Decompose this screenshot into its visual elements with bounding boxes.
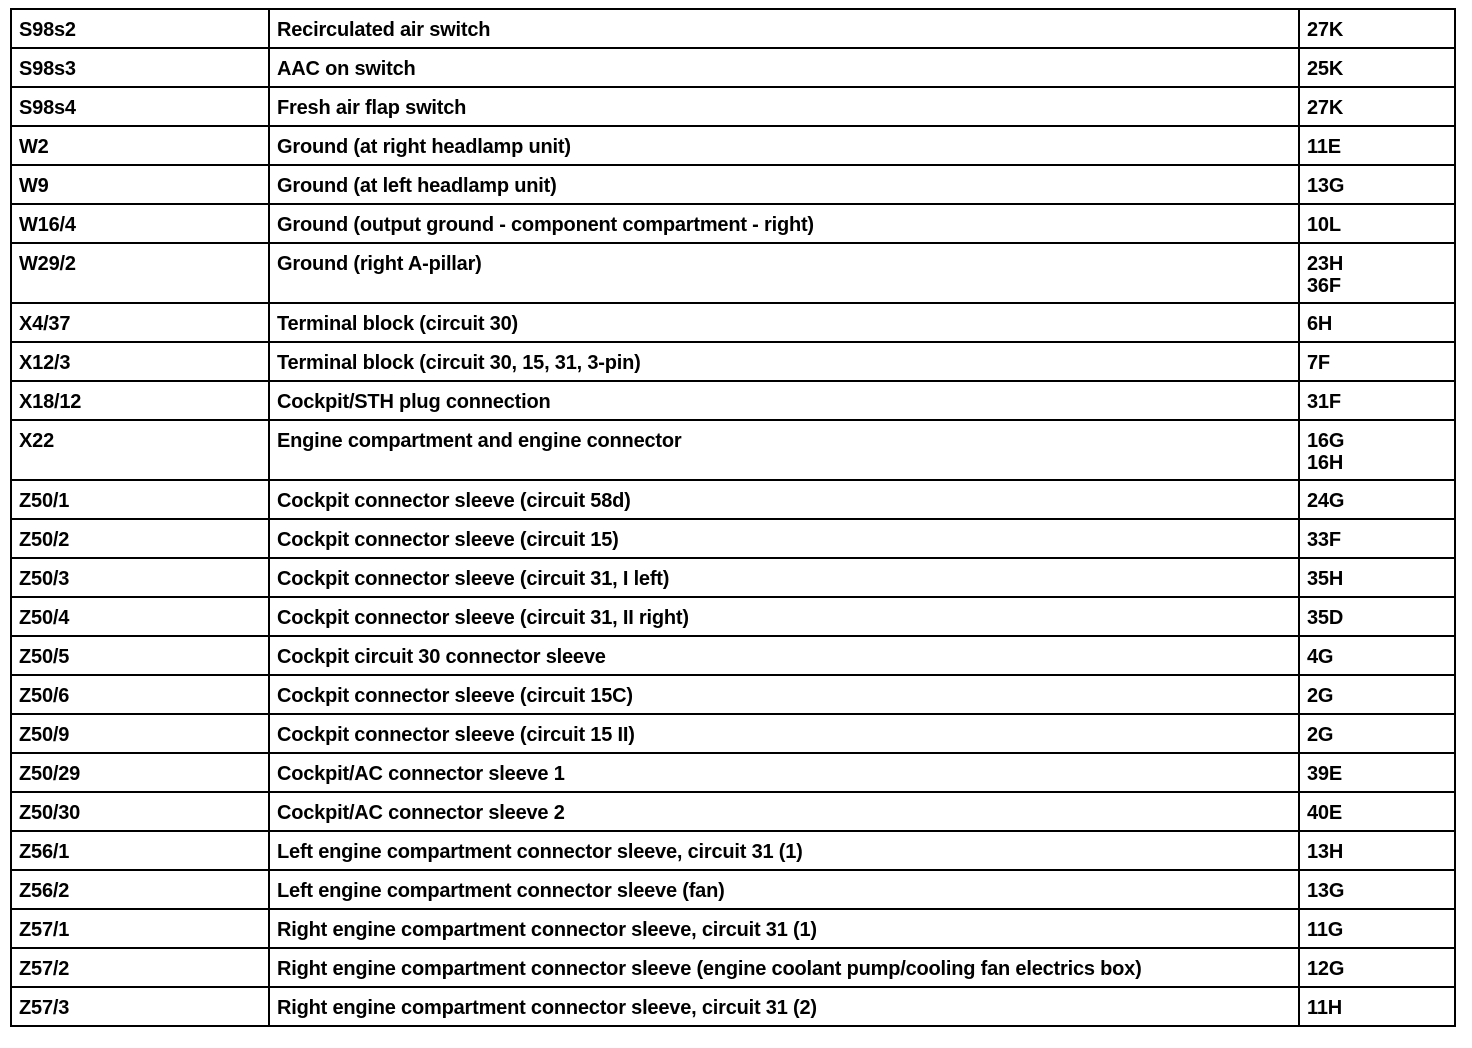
grid-reference-cell bbox=[1299, 303, 1455, 342]
component-description-cell bbox=[269, 342, 1299, 381]
grid-reference-cell bbox=[1299, 204, 1455, 243]
component-code: W9 bbox=[19, 175, 49, 197]
table-row bbox=[11, 753, 1455, 792]
component-description: Ground (at right headlamp unit) bbox=[277, 136, 571, 158]
component-description: Ground (output ground - component compartment - right) bbox=[277, 214, 814, 236]
component-code-cell bbox=[11, 714, 269, 753]
grid-reference-cell bbox=[1299, 909, 1455, 948]
component-code-cell bbox=[11, 948, 269, 987]
component-description-cell bbox=[269, 420, 1299, 480]
grid-reference-cell bbox=[1299, 558, 1455, 597]
component-code-cell bbox=[11, 420, 269, 480]
grid-reference-cell bbox=[1299, 9, 1455, 48]
component-description: Engine compartment and engine connector bbox=[277, 430, 682, 452]
component-code: Z50/30 bbox=[19, 802, 81, 824]
component-code-cell bbox=[11, 204, 269, 243]
component-description: Recirculated air switch bbox=[277, 19, 491, 41]
component-code-cell bbox=[11, 636, 269, 675]
component-code-cell bbox=[11, 87, 269, 126]
component-code: Z57/1 bbox=[19, 919, 70, 941]
component-code: X12/3 bbox=[19, 352, 71, 374]
component-description-cell bbox=[269, 303, 1299, 342]
component-description-cell bbox=[269, 870, 1299, 909]
component-code: W29/2 bbox=[19, 253, 76, 275]
component-code: Z56/2 bbox=[19, 880, 70, 902]
table-row bbox=[11, 381, 1455, 420]
component-code-cell bbox=[11, 480, 269, 519]
grid-reference-cell bbox=[1299, 870, 1455, 909]
grid-reference-cell bbox=[1299, 675, 1455, 714]
component-code: Z50/29 bbox=[19, 763, 81, 785]
grid-reference: 35D bbox=[1307, 607, 1344, 629]
component-code-cell bbox=[11, 342, 269, 381]
grid-reference: 4G bbox=[1307, 646, 1334, 668]
component-code-cell bbox=[11, 831, 269, 870]
component-description: Cockpit connector sleeve (circuit 58d) bbox=[277, 490, 631, 512]
table-row bbox=[11, 987, 1455, 1026]
grid-reference-cell bbox=[1299, 987, 1455, 1026]
component-description-cell bbox=[269, 909, 1299, 948]
table-row bbox=[11, 558, 1455, 597]
component-description-cell bbox=[269, 204, 1299, 243]
component-description-cell bbox=[269, 831, 1299, 870]
grid-reference-cell bbox=[1299, 714, 1455, 753]
component-description-cell bbox=[269, 480, 1299, 519]
component-description: Terminal block (circuit 30, 15, 31, 3-pin) bbox=[277, 352, 641, 374]
component-legend-table bbox=[10, 8, 1456, 1027]
component-code-cell bbox=[11, 165, 269, 204]
table-row bbox=[11, 165, 1455, 204]
table-row bbox=[11, 87, 1455, 126]
component-code-cell bbox=[11, 792, 269, 831]
component-code: S98s2 bbox=[19, 19, 76, 41]
component-description: Cockpit connector sleeve (circuit 15 II) bbox=[277, 724, 635, 746]
component-code-cell bbox=[11, 303, 269, 342]
table-row bbox=[11, 948, 1455, 987]
component-code: X18/12 bbox=[19, 391, 82, 413]
grid-reference: 27K bbox=[1307, 19, 1344, 41]
component-code-cell bbox=[11, 753, 269, 792]
component-description: Fresh air flap switch bbox=[277, 97, 467, 119]
grid-reference-cell bbox=[1299, 792, 1455, 831]
grid-reference: 31F bbox=[1307, 391, 1341, 413]
component-description-cell bbox=[269, 87, 1299, 126]
component-description: Cockpit circuit 30 connector sleeve bbox=[277, 646, 606, 668]
grid-reference: 13G bbox=[1307, 175, 1345, 197]
grid-reference: 16G bbox=[1307, 430, 1345, 452]
component-description-cell bbox=[269, 243, 1299, 303]
component-description: Right engine compartment connector sleeve, circuit 31 (1) bbox=[277, 919, 817, 941]
grid-reference: 35H bbox=[1307, 568, 1344, 590]
grid-reference-cell bbox=[1299, 342, 1455, 381]
table-row bbox=[11, 243, 1455, 303]
table-row bbox=[11, 675, 1455, 714]
grid-reference-cell bbox=[1299, 948, 1455, 987]
component-description-cell bbox=[269, 675, 1299, 714]
component-description: Right engine compartment connector sleeve (engine coolant pump/cooling fan electrics box) bbox=[277, 958, 1142, 980]
component-code: S98s4 bbox=[19, 97, 76, 119]
component-description-cell bbox=[269, 9, 1299, 48]
component-code-cell bbox=[11, 381, 269, 420]
component-code: Z50/9 bbox=[19, 724, 70, 746]
table-row bbox=[11, 48, 1455, 87]
component-code-cell bbox=[11, 126, 269, 165]
table-row bbox=[11, 342, 1455, 381]
grid-reference-cell bbox=[1299, 243, 1455, 303]
component-code-cell bbox=[11, 558, 269, 597]
grid-reference: 39E bbox=[1307, 763, 1342, 785]
component-description: Cockpit connector sleeve (circuit 31, I left) bbox=[277, 568, 670, 590]
component-code: W16/4 bbox=[19, 214, 76, 236]
component-code: X22 bbox=[19, 430, 54, 452]
component-description: Left engine compartment connector sleeve (fan) bbox=[277, 880, 725, 902]
component-code: Z50/2 bbox=[19, 529, 70, 551]
table-row bbox=[11, 420, 1455, 480]
legend-table-body bbox=[11, 9, 1455, 1026]
component-description: Cockpit connector sleeve (circuit 15) bbox=[277, 529, 619, 551]
component-description-cell bbox=[269, 126, 1299, 165]
grid-reference-cell bbox=[1299, 519, 1455, 558]
component-code: X4/37 bbox=[19, 313, 71, 335]
component-description-cell bbox=[269, 597, 1299, 636]
component-description: Terminal block (circuit 30) bbox=[277, 313, 518, 335]
grid-reference: 6H bbox=[1307, 313, 1333, 335]
grid-reference: 25K bbox=[1307, 58, 1344, 80]
component-code-cell bbox=[11, 987, 269, 1026]
component-code-cell bbox=[11, 48, 269, 87]
grid-reference-cell bbox=[1299, 126, 1455, 165]
component-description: Cockpit connector sleeve (circuit 15C) bbox=[277, 685, 633, 707]
component-code: Z56/1 bbox=[19, 841, 70, 863]
grid-reference: 10L bbox=[1307, 214, 1341, 236]
grid-reference: 2G bbox=[1307, 724, 1334, 746]
grid-reference: 13G bbox=[1307, 880, 1345, 902]
component-description-cell bbox=[269, 792, 1299, 831]
grid-reference: 13H bbox=[1307, 841, 1344, 863]
grid-reference: 33F bbox=[1307, 529, 1341, 551]
grid-reference-cell bbox=[1299, 597, 1455, 636]
component-description-cell bbox=[269, 165, 1299, 204]
component-description-cell bbox=[269, 948, 1299, 987]
component-description-cell bbox=[269, 558, 1299, 597]
component-description-cell bbox=[269, 381, 1299, 420]
table-row bbox=[11, 126, 1455, 165]
component-code-cell bbox=[11, 597, 269, 636]
grid-reference: 12G bbox=[1307, 958, 1345, 980]
grid-reference: 36F bbox=[1307, 275, 1341, 297]
grid-reference: 11G bbox=[1307, 919, 1344, 941]
component-code: Z50/1 bbox=[19, 490, 70, 512]
component-code-cell bbox=[11, 870, 269, 909]
table-row bbox=[11, 714, 1455, 753]
grid-reference: 11E bbox=[1307, 136, 1341, 158]
table-row bbox=[11, 519, 1455, 558]
table-row bbox=[11, 636, 1455, 675]
component-description-cell bbox=[269, 519, 1299, 558]
component-description: Cockpit/STH plug connection bbox=[277, 391, 551, 413]
grid-reference: 40E bbox=[1307, 802, 1342, 824]
grid-reference-cell bbox=[1299, 636, 1455, 675]
component-code-cell bbox=[11, 9, 269, 48]
grid-reference: 2G bbox=[1307, 685, 1334, 707]
component-code: Z50/6 bbox=[19, 685, 70, 707]
component-description: Cockpit/AC connector sleeve 2 bbox=[277, 802, 565, 824]
component-description-cell bbox=[269, 48, 1299, 87]
component-code-cell bbox=[11, 909, 269, 948]
component-code: Z50/4 bbox=[19, 607, 70, 629]
component-code: Z50/3 bbox=[19, 568, 70, 590]
component-code: W2 bbox=[19, 136, 49, 158]
component-description: Ground (at left headlamp unit) bbox=[277, 175, 557, 197]
grid-reference-cell bbox=[1299, 831, 1455, 870]
table-row bbox=[11, 909, 1455, 948]
grid-reference-cell bbox=[1299, 165, 1455, 204]
component-description-cell bbox=[269, 714, 1299, 753]
component-description: Right engine compartment connector sleeve, circuit 31 (2) bbox=[277, 997, 817, 1019]
component-description: Left engine compartment connector sleeve, circuit 31 (1) bbox=[277, 841, 803, 863]
component-description-cell bbox=[269, 987, 1299, 1026]
grid-reference-cell bbox=[1299, 381, 1455, 420]
component-description: AAC on switch bbox=[277, 58, 416, 80]
table-row bbox=[11, 303, 1455, 342]
table-row bbox=[11, 9, 1455, 48]
component-description-cell bbox=[269, 636, 1299, 675]
table-row bbox=[11, 204, 1455, 243]
grid-reference-cell bbox=[1299, 87, 1455, 126]
table-row bbox=[11, 831, 1455, 870]
component-description-cell bbox=[269, 753, 1299, 792]
grid-reference: 11H bbox=[1307, 997, 1342, 1019]
component-code: Z57/3 bbox=[19, 997, 70, 1019]
grid-reference-cell bbox=[1299, 480, 1455, 519]
grid-reference-cell bbox=[1299, 753, 1455, 792]
component-code-cell bbox=[11, 519, 269, 558]
table-row bbox=[11, 870, 1455, 909]
component-description: Ground (right A-pillar) bbox=[277, 253, 482, 275]
table-row bbox=[11, 792, 1455, 831]
grid-reference: 23H bbox=[1307, 253, 1344, 275]
table-row bbox=[11, 480, 1455, 519]
component-code: Z50/5 bbox=[19, 646, 70, 668]
component-code-cell bbox=[11, 243, 269, 303]
grid-reference: 27K bbox=[1307, 97, 1344, 119]
grid-reference: 24G bbox=[1307, 490, 1345, 512]
grid-reference-cell bbox=[1299, 420, 1455, 480]
component-code: S98s3 bbox=[19, 58, 76, 80]
component-code: Z57/2 bbox=[19, 958, 70, 980]
component-code-cell bbox=[11, 675, 269, 714]
grid-reference-cell bbox=[1299, 48, 1455, 87]
table-row bbox=[11, 597, 1455, 636]
component-description: Cockpit/AC connector sleeve 1 bbox=[277, 763, 565, 785]
grid-reference: 7F bbox=[1307, 352, 1330, 374]
grid-reference: 16H bbox=[1307, 452, 1344, 474]
component-description: Cockpit connector sleeve (circuit 31, II right) bbox=[277, 607, 689, 629]
